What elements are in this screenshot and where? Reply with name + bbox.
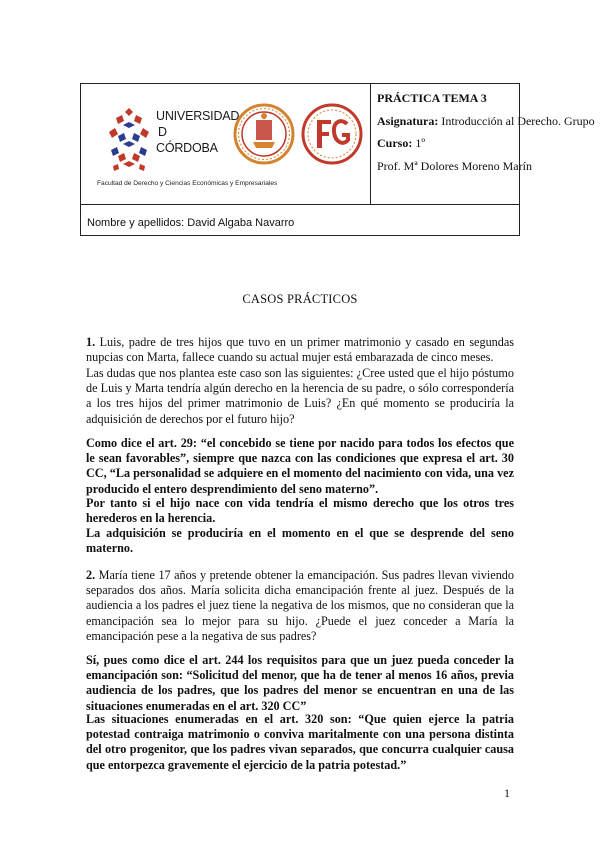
answer2-paragraph2: Las situaciones enumeradas en el art. 320 son: “Que quien ejerce la patria potestad contraiga matrimonio o conviva maritalmente con una persona distinta del otro progenitor, que los padres vivan separados, que concurra cualquier causa que entorpezca gravemente el ejercicio de la patria potestad.”: [86, 712, 514, 772]
document-title: CASOS PRÁCTICOS: [242, 292, 358, 306]
course-value: 1º: [412, 136, 426, 150]
subject-value: Introducción al Derecho. Grupo: [438, 113, 595, 128]
page-number: 1: [504, 786, 510, 800]
answer1-paragraph1: Como dice el art. 29: “el concebido se tiene por nacido para todos los efectos que le sean favorables”, siempre que nazca con las condiciones que expresa el art. 30 CC, “La personalidad se adquiere en el momento del nacimiento con vida, una vez producido el entero desprendimiento del seno materno”.: [86, 436, 514, 496]
course-line: [377, 132, 519, 155]
case1-text: Luis, padre de tres hijos que tuvo en un primer matrimonio y casado en segundas nupcias con Marta, fallece cuando su actual mujer está embarazada de cinco meses.: [86, 335, 514, 365]
case1-number: 1.: [86, 335, 96, 349]
university-name-line2: D: [158, 125, 167, 139]
fe-seal-icon: [301, 102, 363, 166]
logo-cell: [81, 84, 371, 204]
case1-statement: [86, 335, 514, 365]
practice-title: PRÁCTICA TEMA 3: [377, 91, 487, 105]
answer2-paragraph1: Sí, pues como dice el art. 244 los requisitos para que un juez pueda conceder la emancipación son: “Solicitud del menor, que ha de tener al menos 16 años, previa audiencia de los padres, que los padres del menor se encuentran en una de las situaciones enumeradas en el art. 320 CC”: [86, 653, 514, 713]
answer1-paragraph3: La adquisición se produciría en el momento en el que se desprende del seno materno.: [86, 526, 514, 556]
subject-line: [377, 110, 595, 133]
faculty-name: Facultad de Derecho y Ciencias Económicas y Empresariales: [97, 180, 278, 187]
header-table: [80, 83, 595, 236]
university-crest-icon: [106, 106, 152, 176]
answer1-paragraph2: Por tanto si el hijo nace con vida tendría el mismo derecho que los otros tres herederos en la herencia.: [86, 496, 514, 526]
university-name-line3: CÓRDOBA: [156, 141, 218, 155]
student-name: Nombre y apellidos: David Algaba Navarro: [81, 204, 519, 235]
university-name-line1: UNIVERSIDAD: [156, 109, 240, 123]
subject-label: Asignatura:: [377, 113, 439, 128]
course-label: Curso:: [377, 136, 413, 150]
professor-name: Prof. Mª Dolores Moreno Marín: [377, 158, 532, 173]
case2-number: 2.: [86, 568, 96, 582]
case2-statement: [86, 568, 514, 644]
practice-info-cell: [371, 84, 595, 204]
faculty-seal-icon: [233, 102, 295, 166]
case2-text: María tiene 17 años y pretende obtener la emancipación. Sus padres llevan viviendo separados dos años. María solicita dicha emancipación frente al juez. Después de la audiencia a los padres el juez tiene la negativa de los mismos, que no consideran que la emancipación sea lo mejor para su hijo. ¿Puede el juez conceder a María la emancipación pese a la negativa de sus padres?: [86, 568, 514, 643]
case1-question: Las dudas que nos plantea este caso son las siguientes: ¿Cree usted que el hijo póstumo de Luis y Marta tendría algún derecho en la herencia de su padre, o sólo correspondería a los tres hijos del primer matrimonio de Luis? ¿En qué momento se produciría la adquisición de derechos por el futuro hijo?: [86, 366, 514, 426]
